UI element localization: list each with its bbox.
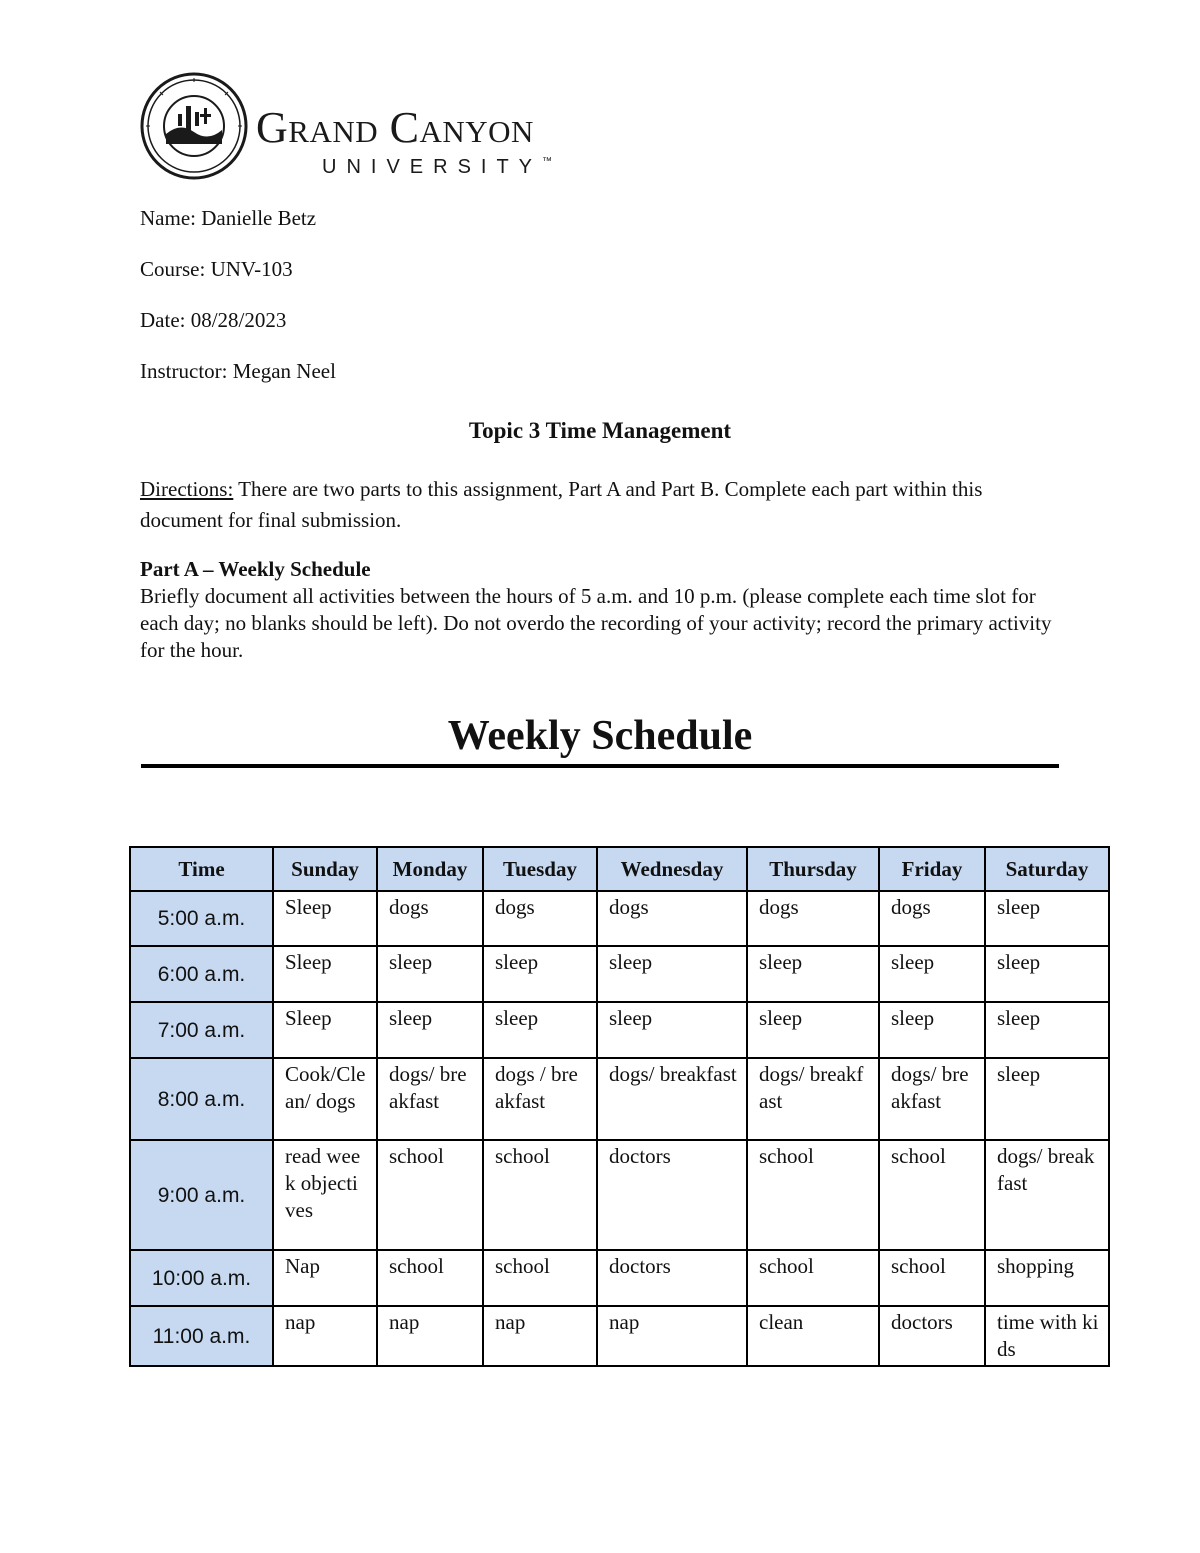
table-row xyxy=(130,1058,1109,1140)
column-header: Sunday xyxy=(273,847,377,891)
university-seal-icon xyxy=(140,72,248,180)
activity-cell: nap xyxy=(597,1306,747,1366)
activity-cell: dogs xyxy=(879,891,985,946)
activity-cell: school xyxy=(377,1140,483,1250)
directions-text: There are two parts to this assignment, Part A and Part B. Complete each part within this document for final submission. xyxy=(140,477,983,532)
logo-wordmark: Grand Canyon xyxy=(256,103,534,152)
activity-cell: sleep xyxy=(377,946,483,1002)
column-header: Time xyxy=(130,847,273,891)
activity-cell: dogs/ breakfast xyxy=(747,1058,879,1140)
activity-cell: school xyxy=(377,1250,483,1306)
document-title: Topic 3 Time Management xyxy=(468,418,732,443)
activity-cell: sleep xyxy=(985,1002,1109,1058)
activity-cell: school xyxy=(747,1140,879,1250)
activity-cell: Sleep xyxy=(273,891,377,946)
activity-cell: dogs/ breakfast xyxy=(879,1058,985,1140)
activity-cell: sleep xyxy=(985,946,1109,1002)
part-a-instructions: Briefly document all activities between the hours of 5 a.m. and 10 p.m. (please complete each time slot for each day; no blanks should be left). Do not overdo the recording of your activity; record the primary activity for the hour. xyxy=(140,584,1052,662)
activity-cell: doctors xyxy=(597,1250,747,1306)
column-header: Wednesday xyxy=(597,847,747,891)
activity-cell: school xyxy=(879,1140,985,1250)
activity-cell: Sleep xyxy=(273,1002,377,1058)
activity-cell: dogs xyxy=(747,891,879,946)
activity-cell: doctors xyxy=(879,1306,985,1366)
part-a-section xyxy=(140,556,1060,664)
activity-cell: nap xyxy=(483,1306,597,1366)
student-name: Name: Danielle Betz xyxy=(140,206,317,230)
activity-cell: sleep xyxy=(879,946,985,1002)
directions-label: Directions: xyxy=(140,477,234,501)
table-header-row xyxy=(130,847,1109,891)
activity-cell: read week objectives xyxy=(273,1140,377,1250)
time-cell: 5:00 a.m. xyxy=(130,891,273,946)
activity-cell: dogs/ breakfast xyxy=(985,1140,1109,1250)
time-cell: 9:00 a.m. xyxy=(130,1140,273,1250)
activity-cell: shopping xyxy=(985,1250,1109,1306)
activity-cell: dogs xyxy=(597,891,747,946)
activity-cell: sleep xyxy=(747,946,879,1002)
activity-cell: nap xyxy=(377,1306,483,1366)
activity-cell: dogs / breakfast xyxy=(483,1058,597,1140)
activity-cell: school xyxy=(483,1140,597,1250)
university-logo xyxy=(140,72,620,184)
time-cell: 8:00 a.m. xyxy=(130,1058,273,1140)
activity-cell: dogs/ breakfast xyxy=(377,1058,483,1140)
instructor-name: Instructor: Megan Neel xyxy=(140,359,336,383)
activity-cell: sleep xyxy=(483,1002,597,1058)
activity-cell: time with kids xyxy=(985,1306,1109,1366)
logo-subwordmark: UNIVERSITY™ xyxy=(322,156,553,178)
activity-cell: Sleep xyxy=(273,946,377,1002)
activity-cell: dogs/ breakfast xyxy=(597,1058,747,1140)
activity-cell: sleep xyxy=(985,1058,1109,1140)
activity-cell: Cook/Clean/ dogs xyxy=(273,1058,377,1140)
activity-cell: sleep xyxy=(985,891,1109,946)
activity-cell: clean xyxy=(747,1306,879,1366)
activity-cell: sleep xyxy=(597,946,747,1002)
table-row xyxy=(130,946,1109,1002)
column-header: Friday xyxy=(879,847,985,891)
title-underline-divider xyxy=(141,764,1059,768)
activity-cell: school xyxy=(483,1250,597,1306)
activity-cell: sleep xyxy=(879,1002,985,1058)
column-header: Thursday xyxy=(747,847,879,891)
table-row xyxy=(130,1140,1109,1250)
time-cell: 6:00 a.m. xyxy=(130,946,273,1002)
table-row xyxy=(130,891,1109,946)
table-row xyxy=(130,1002,1109,1058)
table-row xyxy=(130,1250,1109,1306)
column-header: Monday xyxy=(377,847,483,891)
course-code: Course: UNV-103 xyxy=(140,257,293,281)
time-cell: 7:00 a.m. xyxy=(130,1002,273,1058)
directions-paragraph xyxy=(140,474,1070,536)
activity-cell: sleep xyxy=(377,1002,483,1058)
table-row xyxy=(130,1306,1109,1366)
activity-cell: sleep xyxy=(597,1002,747,1058)
column-header: Saturday xyxy=(985,847,1109,891)
activity-cell: school xyxy=(879,1250,985,1306)
time-cell: 10:00 a.m. xyxy=(130,1250,273,1306)
activity-cell: school xyxy=(747,1250,879,1306)
activity-cell: sleep xyxy=(747,1002,879,1058)
submission-date: Date: 08/28/2023 xyxy=(140,308,287,332)
activity-cell: nap xyxy=(273,1306,377,1366)
weekly-schedule-title: Weekly Schedule xyxy=(447,713,753,759)
activity-cell: Nap xyxy=(273,1250,377,1306)
activity-cell: dogs xyxy=(483,891,597,946)
activity-cell: doctors xyxy=(597,1140,747,1250)
part-a-heading: Part A – Weekly Schedule xyxy=(140,557,371,581)
activity-cell: sleep xyxy=(483,946,597,1002)
time-cell: 11:00 a.m. xyxy=(130,1306,273,1366)
activity-cell: dogs xyxy=(377,891,483,946)
weekly-schedule-table xyxy=(129,846,1110,1367)
column-header: Tuesday xyxy=(483,847,597,891)
